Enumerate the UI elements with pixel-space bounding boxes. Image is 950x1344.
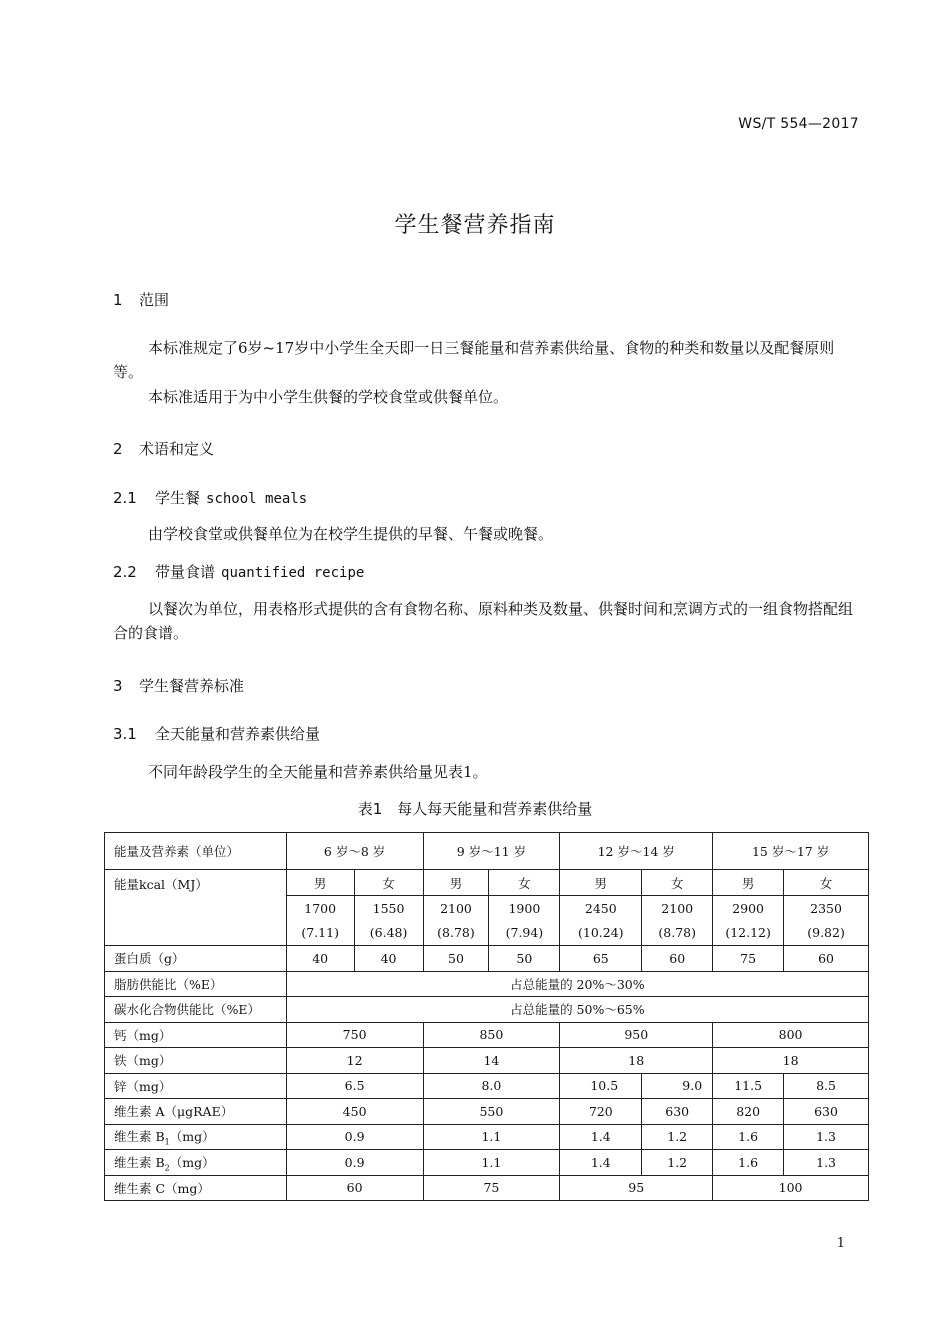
value-cell: 1.3 <box>784 1150 869 1176</box>
section-3-1-heading <box>113 723 320 744</box>
sex-cell: 男 <box>560 870 642 896</box>
value-cell: 10.5 <box>560 1073 642 1099</box>
row-label-sub: 2 <box>164 1163 170 1172</box>
section-title-en: quantified recipe <box>221 565 365 581</box>
value-cell: 占总能量的 20%～30% <box>286 971 868 997</box>
table-row <box>105 1099 869 1125</box>
nutrition-table <box>104 832 869 1201</box>
value-cell: 1.2 <box>642 1124 713 1150</box>
value-cell: 75 <box>423 1175 560 1201</box>
value-cell: 12 <box>286 1048 423 1074</box>
value-cell: (9.82) <box>784 921 869 946</box>
section-title: 术语和定义 <box>139 440 215 458</box>
sex-cell: 女 <box>489 870 560 896</box>
section-title: 学生餐营养标准 <box>139 677 245 695</box>
section-title: 全天能量和营养素供给量 <box>155 725 321 743</box>
table-row <box>105 1048 869 1074</box>
value-cell: 720 <box>560 1099 642 1125</box>
paragraph: 以餐次为单位，用表格形式提供的含有食物名称、原料种类及数量、供餐时间和烹调方式的一组食物搭配组合的食谱。 <box>113 600 854 642</box>
section-title: 学生餐 <box>155 489 201 507</box>
row-label <box>105 1150 287 1176</box>
row-label: 蛋白质（g） <box>105 946 287 972</box>
value-cell: 9.0 <box>642 1073 713 1099</box>
table-row <box>105 946 869 972</box>
value-cell: (6.48) <box>354 921 423 946</box>
table-caption: 表1 每人每天能量和营养素供给量 <box>357 800 593 818</box>
section-number: 3 <box>113 677 123 695</box>
row-label-sub: 1 <box>164 1137 170 1147</box>
value-cell: 450 <box>286 1099 423 1125</box>
row-label: 维生素 A（μgRAE） <box>105 1099 287 1125</box>
section-number: 3.1 <box>113 725 137 743</box>
row-label: 钙（mg） <box>105 1022 287 1048</box>
value-cell: 60 <box>784 946 869 972</box>
value-cell: (8.78) <box>423 921 489 946</box>
paragraph: 不同年龄段学生的全天能量和营养素供给量见表1。 <box>148 763 488 781</box>
header-label: 能量及营养素（单位） <box>105 833 287 870</box>
value-cell: 18 <box>713 1048 869 1074</box>
section-number: 2 <box>113 440 123 458</box>
paragraph: 本标准规定了6岁~17岁中小学生全天即一日三餐能量和营养素供给量、食物的种类和数量以及配餐原则等。 <box>113 339 835 381</box>
section-2-1-heading <box>113 487 307 508</box>
value-cell: 630 <box>642 1099 713 1125</box>
section-number: 1 <box>113 291 123 309</box>
value-cell: 8.5 <box>784 1073 869 1099</box>
value-cell: (7.94) <box>489 921 560 946</box>
value-cell: 1.3 <box>784 1124 869 1150</box>
value-cell: 8.0 <box>423 1073 560 1099</box>
age-group: 12 岁～14 岁 <box>560 833 713 870</box>
table-row <box>105 971 869 997</box>
table-row <box>105 1175 869 1201</box>
row-label <box>105 1124 287 1150</box>
document-code: WS/T 554—2017 <box>738 116 859 132</box>
section-title: 带量食谱 <box>155 563 216 581</box>
value-cell: 6.5 <box>286 1073 423 1099</box>
value-cell: 0.9 <box>286 1150 423 1176</box>
value-cell: 2450 <box>560 896 642 921</box>
value-cell: 1.4 <box>560 1124 642 1150</box>
value-cell: 1.1 <box>423 1150 560 1176</box>
value-cell: 18 <box>560 1048 713 1074</box>
value-cell: 40 <box>354 946 423 972</box>
row-label: 碳水化合物供能比（%E） <box>105 997 287 1023</box>
row-label-text: 维生素 B <box>114 1129 165 1144</box>
page-number: 1 <box>836 1236 845 1251</box>
value-cell: 1.6 <box>713 1150 784 1176</box>
value-cell: 1.6 <box>713 1124 784 1150</box>
value-cell: 1900 <box>489 896 560 921</box>
section-3-heading <box>113 675 244 696</box>
sex-cell: 女 <box>784 870 869 896</box>
sex-cell: 男 <box>423 870 489 896</box>
value-cell: 800 <box>713 1022 869 1048</box>
table-row <box>105 1073 869 1099</box>
value-cell: 40 <box>286 946 354 972</box>
age-group: 15 岁～17 岁 <box>713 833 869 870</box>
value-cell: (7.11) <box>286 921 354 946</box>
row-label-text: 维生素 B <box>114 1154 165 1170</box>
section-title: 范围 <box>139 291 170 309</box>
value-cell: 占总能量的 50%～65% <box>286 997 868 1023</box>
value-cell: 750 <box>286 1022 423 1048</box>
value-cell: 2350 <box>784 896 869 921</box>
section-number: 2.2 <box>113 563 137 581</box>
section-number: 2.1 <box>113 489 137 507</box>
table-row <box>105 997 869 1023</box>
value-cell: 0.9 <box>286 1124 423 1150</box>
value-cell: 14 <box>423 1048 560 1074</box>
paragraph: 本标准适用于为中小学生供餐的学校食堂或供餐单位。 <box>148 388 509 406</box>
row-label: 脂肪供能比（%E） <box>105 971 287 997</box>
row-label-unit: （mg） <box>169 1154 215 1170</box>
section-2-heading <box>113 438 214 459</box>
value-cell: 1550 <box>354 896 423 921</box>
value-cell: 1.1 <box>423 1124 560 1150</box>
age-group: 9 岁～11 岁 <box>423 833 560 870</box>
value-cell: 820 <box>713 1099 784 1125</box>
row-label: 维生素 C（mg） <box>105 1175 287 1201</box>
value-cell: 1.2 <box>642 1150 713 1176</box>
row-label-unit: （mg） <box>169 1129 215 1144</box>
page-title: 学生餐营养指南 <box>394 213 556 238</box>
sex-cell: 男 <box>286 870 354 896</box>
value-cell: 2100 <box>642 896 713 921</box>
table-row <box>105 1022 869 1048</box>
row-label: 能量kcal（MJ） <box>105 870 287 946</box>
row-label: 锌（mg） <box>105 1073 287 1099</box>
value-cell: 1.4 <box>560 1150 642 1176</box>
age-group: 6 岁～8 岁 <box>286 833 423 870</box>
sex-cell: 男 <box>713 870 784 896</box>
table-header-row <box>105 833 869 870</box>
value-cell: 2900 <box>713 896 784 921</box>
section-1-heading <box>113 289 169 310</box>
value-cell: 2100 <box>423 896 489 921</box>
table-row <box>105 870 869 896</box>
value-cell: 950 <box>560 1022 713 1048</box>
table-row <box>105 1150 869 1176</box>
value-cell: 60 <box>286 1175 423 1201</box>
value-cell: 630 <box>784 1099 869 1125</box>
value-cell: 50 <box>423 946 489 972</box>
value-cell: (8.78) <box>642 921 713 946</box>
value-cell: 11.5 <box>713 1073 784 1099</box>
section-2-2-heading <box>113 561 364 582</box>
value-cell: 1700 <box>286 896 354 921</box>
value-cell: 60 <box>642 946 713 972</box>
value-cell: 100 <box>713 1175 869 1201</box>
value-cell: 75 <box>713 946 784 972</box>
value-cell: 50 <box>489 946 560 972</box>
value-cell: (12.12) <box>713 921 784 946</box>
sex-cell: 女 <box>642 870 713 896</box>
section-title-en: school meals <box>206 491 308 507</box>
value-cell: 850 <box>423 1022 560 1048</box>
table-row <box>105 1124 869 1150</box>
paragraph: 由学校食堂或供餐单位为在校学生提供的早餐、午餐或晚餐。 <box>148 525 554 543</box>
value-cell: (10.24) <box>560 921 642 946</box>
value-cell: 550 <box>423 1099 560 1125</box>
row-label: 铁（mg） <box>105 1048 287 1074</box>
value-cell: 95 <box>560 1175 713 1201</box>
sex-cell: 女 <box>354 870 423 896</box>
value-cell: 65 <box>560 946 642 972</box>
